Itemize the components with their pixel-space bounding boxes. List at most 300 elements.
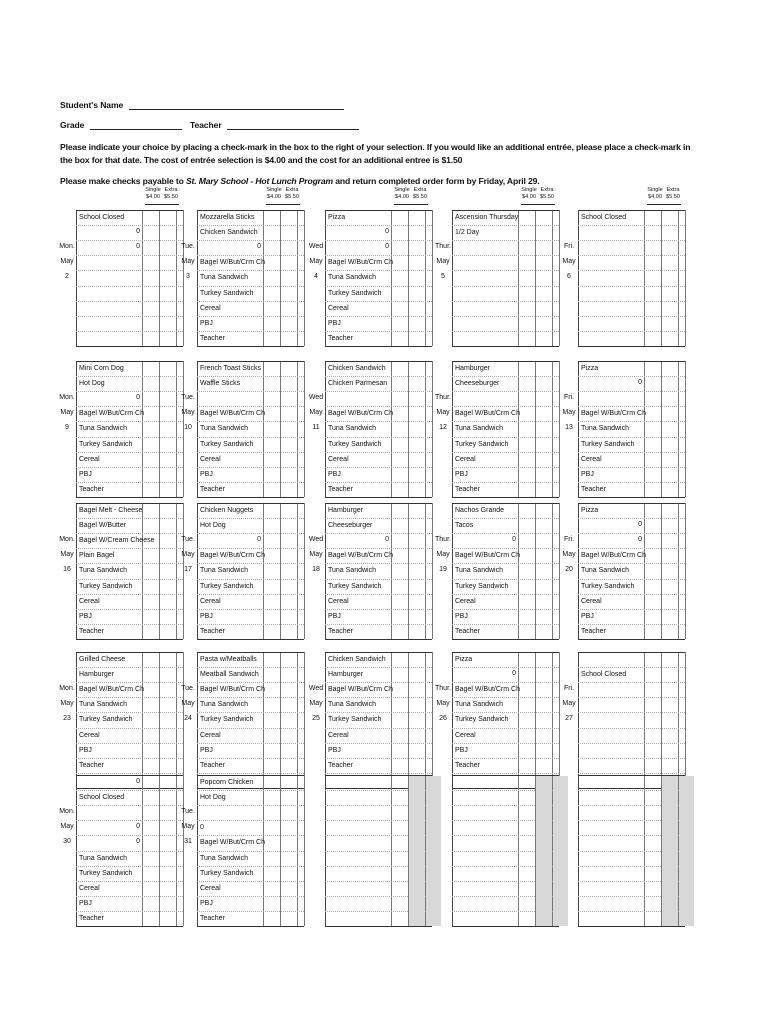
check-box-single[interactable] <box>160 519 175 532</box>
check-box-extra[interactable] <box>679 271 694 284</box>
check-box-extra[interactable] <box>553 332 568 345</box>
check-box-single[interactable] <box>409 519 424 532</box>
check-box-single[interactable] <box>536 580 551 593</box>
check-box-extra[interactable] <box>426 453 441 466</box>
check-box-extra[interactable] <box>426 580 441 593</box>
check-box-single[interactable] <box>409 468 424 481</box>
check-box-single[interactable] <box>160 504 175 517</box>
check-box-extra[interactable] <box>426 483 441 496</box>
check-box-single[interactable] <box>281 791 296 804</box>
check-box-extra[interactable] <box>298 362 313 375</box>
student-name-line[interactable] <box>60 100 344 110</box>
check-box-extra[interactable] <box>679 483 694 496</box>
check-box-single[interactable] <box>160 302 175 315</box>
check-box-extra[interactable] <box>177 897 192 910</box>
check-box-single[interactable] <box>662 653 677 666</box>
check-box-single[interactable] <box>281 211 296 224</box>
check-box-extra[interactable] <box>298 302 313 315</box>
check-box-single[interactable] <box>662 256 677 269</box>
check-box-extra[interactable] <box>298 821 313 834</box>
check-box-extra[interactable] <box>679 534 694 547</box>
check-box-extra[interactable] <box>553 226 568 239</box>
check-box-single[interactable] <box>160 744 175 757</box>
check-box-extra[interactable] <box>679 332 694 345</box>
check-box-single[interactable] <box>409 759 424 772</box>
check-box-single[interactable] <box>281 625 296 638</box>
check-box-single[interactable] <box>662 211 677 224</box>
check-box-extra[interactable] <box>298 836 313 849</box>
check-box-extra[interactable] <box>298 211 313 224</box>
check-box-single[interactable] <box>409 422 424 435</box>
check-box-single[interactable] <box>409 362 424 375</box>
check-box-extra[interactable] <box>679 698 694 711</box>
check-box-extra[interactable] <box>426 625 441 638</box>
check-box-extra[interactable] <box>177 483 192 496</box>
check-box-single[interactable] <box>662 317 677 330</box>
check-box-extra[interactable] <box>426 287 441 300</box>
check-box-extra[interactable] <box>177 453 192 466</box>
check-box-single[interactable] <box>160 867 175 880</box>
check-box-extra[interactable] <box>679 564 694 577</box>
check-box-single[interactable] <box>281 468 296 481</box>
check-box-single[interactable] <box>536 549 551 562</box>
check-box-single[interactable] <box>281 377 296 390</box>
check-box-single[interactable] <box>536 729 551 742</box>
check-box-extra[interactable] <box>298 852 313 865</box>
check-box-single[interactable] <box>160 610 175 623</box>
check-box-extra[interactable] <box>298 806 313 819</box>
check-box-single[interactable] <box>409 729 424 742</box>
check-box-extra[interactable] <box>426 226 441 239</box>
check-box-extra[interactable] <box>177 653 192 666</box>
check-box-single[interactable] <box>160 698 175 711</box>
check-box-single[interactable] <box>409 438 424 451</box>
check-box-single[interactable] <box>409 698 424 711</box>
check-box-single[interactable] <box>160 226 175 239</box>
check-box-single[interactable] <box>536 468 551 481</box>
check-box-extra[interactable] <box>679 610 694 623</box>
check-box-extra[interactable] <box>553 317 568 330</box>
check-box-single[interactable] <box>160 564 175 577</box>
check-box-extra[interactable] <box>679 744 694 757</box>
check-box-extra[interactable] <box>426 519 441 532</box>
check-box-extra[interactable] <box>177 744 192 757</box>
check-box-single[interactable] <box>281 821 296 834</box>
check-box-extra[interactable] <box>177 729 192 742</box>
check-box-single[interactable] <box>662 580 677 593</box>
check-box-single[interactable] <box>281 407 296 420</box>
check-box-extra[interactable] <box>679 317 694 330</box>
check-box-single[interactable] <box>409 653 424 666</box>
check-box-single[interactable] <box>536 483 551 496</box>
check-box-single[interactable] <box>536 759 551 772</box>
check-box-extra[interactable] <box>553 483 568 496</box>
check-box-extra[interactable] <box>298 287 313 300</box>
check-box-extra[interactable] <box>298 759 313 772</box>
check-box-single[interactable] <box>409 744 424 757</box>
check-box-extra[interactable] <box>426 504 441 517</box>
check-box-extra[interactable] <box>426 595 441 608</box>
check-box-single[interactable] <box>281 483 296 496</box>
check-box-extra[interactable] <box>553 595 568 608</box>
check-box-extra[interactable] <box>426 610 441 623</box>
check-box-single[interactable] <box>536 226 551 239</box>
check-box-extra[interactable] <box>298 791 313 804</box>
check-box-single[interactable] <box>662 744 677 757</box>
check-box-single[interactable] <box>662 519 677 532</box>
check-box-single[interactable] <box>409 241 424 254</box>
check-box-single[interactable] <box>281 534 296 547</box>
check-box-single[interactable] <box>662 392 677 405</box>
check-box-single[interactable] <box>160 392 175 405</box>
check-box-single[interactable] <box>281 453 296 466</box>
check-box-single[interactable] <box>281 256 296 269</box>
check-box-single[interactable] <box>160 776 175 789</box>
check-box-single[interactable] <box>662 287 677 300</box>
check-box-extra[interactable] <box>177 317 192 330</box>
check-box-single[interactable] <box>536 241 551 254</box>
check-box-single[interactable] <box>409 683 424 696</box>
check-box-extra[interactable] <box>553 287 568 300</box>
check-box-single[interactable] <box>409 713 424 726</box>
check-box-single[interactable] <box>662 534 677 547</box>
check-box-single[interactable] <box>281 302 296 315</box>
check-box-single[interactable] <box>160 377 175 390</box>
check-box-extra[interactable] <box>177 580 192 593</box>
check-box-extra[interactable] <box>177 226 192 239</box>
check-box-extra[interactable] <box>177 759 192 772</box>
check-box-single[interactable] <box>409 549 424 562</box>
check-box-single[interactable] <box>662 729 677 742</box>
check-box-single[interactable] <box>160 438 175 451</box>
check-box-single[interactable] <box>160 759 175 772</box>
check-box-single[interactable] <box>409 564 424 577</box>
check-box-single[interactable] <box>160 287 175 300</box>
check-box-single[interactable] <box>409 392 424 405</box>
check-box-single[interactable] <box>536 668 551 681</box>
check-box-single[interactable] <box>160 407 175 420</box>
check-box-single[interactable] <box>409 580 424 593</box>
check-box-single[interactable] <box>662 453 677 466</box>
check-box-single[interactable] <box>536 211 551 224</box>
check-box-single[interactable] <box>281 867 296 880</box>
check-box-single[interactable] <box>662 422 677 435</box>
check-box-extra[interactable] <box>298 377 313 390</box>
check-box-single[interactable] <box>662 226 677 239</box>
check-box-extra[interactable] <box>177 610 192 623</box>
check-box-single[interactable] <box>409 625 424 638</box>
check-box-single[interactable] <box>160 653 175 666</box>
check-box-single[interactable] <box>536 713 551 726</box>
check-box-single[interactable] <box>409 287 424 300</box>
check-box-extra[interactable] <box>679 519 694 532</box>
check-box-single[interactable] <box>160 422 175 435</box>
check-box-single[interactable] <box>662 468 677 481</box>
check-box-single[interactable] <box>281 241 296 254</box>
check-box-single[interactable] <box>281 744 296 757</box>
check-box-single[interactable] <box>662 683 677 696</box>
check-box-extra[interactable] <box>177 882 192 895</box>
check-box-extra[interactable] <box>177 519 192 532</box>
check-box-extra[interactable] <box>553 438 568 451</box>
check-box-single[interactable] <box>160 332 175 345</box>
check-box-single[interactable] <box>160 912 175 925</box>
check-box-single[interactable] <box>281 698 296 711</box>
check-box-single[interactable] <box>281 776 296 789</box>
check-box-single[interactable] <box>662 271 677 284</box>
check-box-extra[interactable] <box>426 362 441 375</box>
check-box-extra[interactable] <box>426 729 441 742</box>
check-box-extra[interactable] <box>553 519 568 532</box>
check-box-single[interactable] <box>160 595 175 608</box>
check-box-extra[interactable] <box>298 226 313 239</box>
check-box-single[interactable] <box>281 392 296 405</box>
check-box-single[interactable] <box>281 897 296 910</box>
check-box-extra[interactable] <box>426 332 441 345</box>
check-box-single[interactable] <box>281 317 296 330</box>
check-box-single[interactable] <box>281 504 296 517</box>
check-box-single[interactable] <box>281 438 296 451</box>
check-box-single[interactable] <box>160 852 175 865</box>
check-box-extra[interactable] <box>679 392 694 405</box>
check-box-single[interactable] <box>662 332 677 345</box>
check-box-single[interactable] <box>409 332 424 345</box>
check-box-extra[interactable] <box>177 867 192 880</box>
check-box-single[interactable] <box>160 806 175 819</box>
check-box-extra[interactable] <box>298 882 313 895</box>
check-box-single[interactable] <box>536 653 551 666</box>
check-box-single[interactable] <box>536 407 551 420</box>
check-box-single[interactable] <box>281 226 296 239</box>
check-box-single[interactable] <box>281 271 296 284</box>
check-box-extra[interactable] <box>679 595 694 608</box>
check-box-single[interactable] <box>536 453 551 466</box>
check-box-single[interactable] <box>281 610 296 623</box>
check-box-extra[interactable] <box>553 580 568 593</box>
check-box-single[interactable] <box>662 241 677 254</box>
check-box-extra[interactable] <box>298 776 313 789</box>
check-box-single[interactable] <box>536 564 551 577</box>
check-box-single[interactable] <box>536 332 551 345</box>
check-box-single[interactable] <box>281 549 296 562</box>
check-box-single[interactable] <box>281 683 296 696</box>
check-box-single[interactable] <box>662 549 677 562</box>
check-box-single[interactable] <box>160 897 175 910</box>
check-box-single[interactable] <box>409 668 424 681</box>
check-box-single[interactable] <box>160 549 175 562</box>
check-box-single[interactable] <box>160 713 175 726</box>
check-box-single[interactable] <box>536 744 551 757</box>
check-box-extra[interactable] <box>298 897 313 910</box>
check-box-extra[interactable] <box>177 595 192 608</box>
check-box-extra[interactable] <box>553 625 568 638</box>
check-box-single[interactable] <box>281 595 296 608</box>
student-name-field[interactable] <box>129 100 344 110</box>
check-box-single[interactable] <box>536 534 551 547</box>
check-box-extra[interactable] <box>298 595 313 608</box>
check-box-extra[interactable] <box>298 580 313 593</box>
check-box-single[interactable] <box>536 610 551 623</box>
check-box-extra[interactable] <box>679 302 694 315</box>
check-box-single[interactable] <box>662 713 677 726</box>
check-box-single[interactable] <box>662 377 677 390</box>
check-box-extra[interactable] <box>679 759 694 772</box>
check-box-extra[interactable] <box>298 317 313 330</box>
check-box-extra[interactable] <box>679 422 694 435</box>
check-box-single[interactable] <box>281 287 296 300</box>
check-box-extra[interactable] <box>298 332 313 345</box>
check-box-single[interactable] <box>409 317 424 330</box>
grade-field[interactable] <box>90 120 182 130</box>
check-box-single[interactable] <box>160 241 175 254</box>
check-box-extra[interactable] <box>679 713 694 726</box>
check-box-single[interactable] <box>536 362 551 375</box>
check-box-extra[interactable] <box>177 362 192 375</box>
check-box-single[interactable] <box>409 610 424 623</box>
check-box-single[interactable] <box>409 453 424 466</box>
check-box-single[interactable] <box>281 580 296 593</box>
check-box-single[interactable] <box>281 653 296 666</box>
check-box-extra[interactable] <box>298 729 313 742</box>
check-box-extra[interactable] <box>679 504 694 517</box>
check-box-single[interactable] <box>160 211 175 224</box>
check-box-single[interactable] <box>160 453 175 466</box>
check-box-extra[interactable] <box>426 653 441 666</box>
check-box-extra[interactable] <box>177 211 192 224</box>
check-box-single[interactable] <box>536 519 551 532</box>
check-box-single[interactable] <box>409 504 424 517</box>
check-box-extra[interactable] <box>177 776 192 789</box>
check-box-extra[interactable] <box>679 453 694 466</box>
check-box-extra[interactable] <box>553 211 568 224</box>
check-box-extra[interactable] <box>553 729 568 742</box>
check-box-single[interactable] <box>662 407 677 420</box>
check-box-extra[interactable] <box>426 211 441 224</box>
check-box-extra[interactable] <box>553 610 568 623</box>
check-box-single[interactable] <box>160 256 175 269</box>
check-box-single[interactable] <box>281 713 296 726</box>
check-box-single[interactable] <box>281 332 296 345</box>
check-box-single[interactable] <box>160 534 175 547</box>
check-box-extra[interactable] <box>553 377 568 390</box>
check-box-extra[interactable] <box>177 302 192 315</box>
check-box-single[interactable] <box>662 504 677 517</box>
check-box-single[interactable] <box>662 610 677 623</box>
check-box-extra[interactable] <box>177 504 192 517</box>
check-box-extra[interactable] <box>553 362 568 375</box>
check-box-single[interactable] <box>662 698 677 711</box>
check-box-extra[interactable] <box>298 912 313 925</box>
check-box-single[interactable] <box>160 882 175 895</box>
check-box-single[interactable] <box>409 595 424 608</box>
check-box-extra[interactable] <box>298 483 313 496</box>
check-box-single[interactable] <box>160 821 175 834</box>
check-box-extra[interactable] <box>679 683 694 696</box>
check-box-extra[interactable] <box>177 438 192 451</box>
check-box-single[interactable] <box>409 226 424 239</box>
check-box-extra[interactable] <box>553 668 568 681</box>
check-box-single[interactable] <box>160 683 175 696</box>
check-box-extra[interactable] <box>679 729 694 742</box>
check-box-extra[interactable] <box>177 852 192 865</box>
check-box-single[interactable] <box>662 302 677 315</box>
check-box-single[interactable] <box>536 271 551 284</box>
check-box-extra[interactable] <box>177 791 192 804</box>
check-box-extra[interactable] <box>679 438 694 451</box>
check-box-single[interactable] <box>160 362 175 375</box>
check-box-extra[interactable] <box>426 744 441 757</box>
check-box-single[interactable] <box>160 580 175 593</box>
check-box-single[interactable] <box>160 483 175 496</box>
check-box-single[interactable] <box>281 362 296 375</box>
check-box-single[interactable] <box>160 468 175 481</box>
check-box-single[interactable] <box>662 362 677 375</box>
check-box-single[interactable] <box>281 668 296 681</box>
check-box-single[interactable] <box>536 256 551 269</box>
check-box-extra[interactable] <box>679 549 694 562</box>
check-box-extra[interactable] <box>177 668 192 681</box>
check-box-extra[interactable] <box>177 468 192 481</box>
check-box-extra[interactable] <box>298 610 313 623</box>
check-box-single[interactable] <box>662 759 677 772</box>
check-box-extra[interactable] <box>553 744 568 757</box>
check-box-single[interactable] <box>281 912 296 925</box>
check-box-extra[interactable] <box>177 287 192 300</box>
check-box-single[interactable] <box>662 564 677 577</box>
check-box-single[interactable] <box>281 882 296 895</box>
check-box-extra[interactable] <box>553 453 568 466</box>
check-box-extra[interactable] <box>679 241 694 254</box>
check-box-single[interactable] <box>536 438 551 451</box>
check-box-extra[interactable] <box>679 211 694 224</box>
check-box-single[interactable] <box>160 791 175 804</box>
check-box-extra[interactable] <box>298 653 313 666</box>
check-box-extra[interactable] <box>177 377 192 390</box>
check-box-extra[interactable] <box>426 668 441 681</box>
check-box-single[interactable] <box>281 519 296 532</box>
check-box-extra[interactable] <box>553 653 568 666</box>
check-box-extra[interactable] <box>679 668 694 681</box>
check-box-extra[interactable] <box>426 438 441 451</box>
check-box-single[interactable] <box>409 256 424 269</box>
check-box-extra[interactable] <box>679 468 694 481</box>
check-box-single[interactable] <box>662 438 677 451</box>
check-box-single[interactable] <box>409 271 424 284</box>
check-box-single[interactable] <box>409 302 424 315</box>
check-box-extra[interactable] <box>553 468 568 481</box>
check-box-extra[interactable] <box>679 407 694 420</box>
check-box-extra[interactable] <box>177 625 192 638</box>
check-box-single[interactable] <box>281 729 296 742</box>
check-box-extra[interactable] <box>298 625 313 638</box>
check-box-extra[interactable] <box>298 867 313 880</box>
check-box-extra[interactable] <box>298 438 313 451</box>
check-box-extra[interactable] <box>679 377 694 390</box>
check-box-single[interactable] <box>160 729 175 742</box>
check-box-extra[interactable] <box>426 302 441 315</box>
check-box-single[interactable] <box>536 595 551 608</box>
check-box-single[interactable] <box>281 422 296 435</box>
check-box-extra[interactable] <box>679 287 694 300</box>
check-box-single[interactable] <box>536 287 551 300</box>
check-box-extra[interactable] <box>298 744 313 757</box>
check-box-extra[interactable] <box>298 668 313 681</box>
check-box-single[interactable] <box>536 392 551 405</box>
check-box-extra[interactable] <box>679 653 694 666</box>
check-box-single[interactable] <box>536 317 551 330</box>
check-box-extra[interactable] <box>426 377 441 390</box>
check-box-extra[interactable] <box>298 453 313 466</box>
